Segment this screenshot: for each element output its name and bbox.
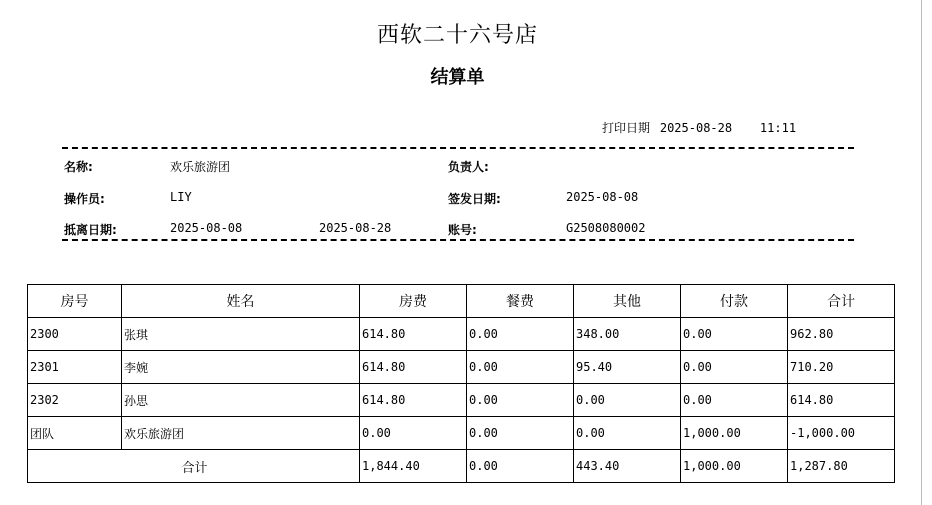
cell-payment: 0.00: [681, 351, 788, 384]
col-header-room-fee: 房费: [360, 285, 467, 318]
cell-payment: 0.00: [681, 384, 788, 417]
page-edge-line: [921, 0, 922, 505]
arrive-date-value: 2025-08-08: [170, 221, 243, 235]
totals-label: 合计: [28, 450, 360, 483]
cell-total: 614.80: [788, 384, 895, 417]
store-name: 西软二十六号店: [376, 23, 538, 48]
total-sum: 1,287.80: [788, 450, 895, 483]
cell-meal-fee: 0.00: [467, 318, 574, 351]
table-row: [28, 417, 895, 450]
totals-row: [28, 450, 895, 483]
cell-other: 348.00: [574, 318, 681, 351]
cell-meal-fee: 0.00: [467, 384, 574, 417]
col-header-other: 其他: [574, 285, 681, 318]
operator-label: 操作员:: [64, 192, 105, 206]
cell-room-fee: 614.80: [360, 384, 467, 417]
account-value: G2508080002: [566, 221, 646, 235]
cell-other: 95.40: [574, 351, 681, 384]
cell-payment: 0.00: [681, 318, 788, 351]
table-row: [28, 318, 895, 351]
cell-room: 2302: [28, 384, 122, 417]
bottom-dashed-divider: [62, 239, 854, 241]
print-time-value: 11:11: [759, 121, 797, 135]
cell-payment: 1,000.00: [681, 417, 788, 450]
cell-room-fee: 0.00: [360, 417, 467, 450]
table-row: [28, 384, 895, 417]
print-date-value: 2025-08-28: [659, 121, 733, 135]
cell-meal-fee: 0.00: [467, 417, 574, 450]
total-other: 443.40: [574, 450, 681, 483]
cell-room: 团队: [28, 417, 122, 450]
table-row: [28, 351, 895, 384]
print-date-label: 打印日期: [602, 121, 651, 135]
cell-total: 962.80: [788, 318, 895, 351]
total-room-fee: 1,844.40: [360, 450, 467, 483]
col-header-payment: 付款: [681, 285, 788, 318]
cell-room: 2300: [28, 318, 122, 351]
cell-room-fee: 614.80: [360, 351, 467, 384]
total-payment: 1,000.00: [681, 450, 788, 483]
print-date-line: [602, 119, 796, 136]
cell-meal-fee: 0.00: [467, 351, 574, 384]
cell-name: 李婉: [122, 351, 360, 384]
col-header-total: 合计: [788, 285, 895, 318]
cell-total: -1,000.00: [788, 417, 895, 450]
cell-room-fee: 614.80: [360, 318, 467, 351]
settlement-table: [27, 284, 895, 483]
cell-other: 0.00: [574, 417, 681, 450]
name-value: 欢乐旅游团: [170, 160, 231, 174]
cell-room: 2301: [28, 351, 122, 384]
depart-date-value: 2025-08-28: [319, 221, 392, 235]
stay-dates-label: 抵离日期:: [64, 223, 117, 237]
cell-name: 张琪: [122, 318, 360, 351]
cell-name: 孙思: [122, 384, 360, 417]
cell-name: 欢乐旅游团: [122, 417, 360, 450]
col-header-meal-fee: 餐费: [467, 285, 574, 318]
issue-date-value: 2025-08-08: [566, 190, 639, 204]
document-title: 结算单: [430, 67, 485, 88]
total-meal-fee: 0.00: [467, 450, 574, 483]
col-header-name: 姓名: [122, 285, 360, 318]
top-dashed-divider: [62, 147, 854, 149]
issue-date-label: 签发日期:: [448, 192, 501, 206]
operator-value: LIY: [170, 190, 192, 204]
name-label: 名称:: [64, 160, 93, 174]
table-header-row: [28, 285, 895, 318]
account-label: 账号:: [448, 223, 477, 237]
col-header-room: 房号: [28, 285, 122, 318]
owner-label: 负责人:: [448, 160, 489, 174]
cell-total: 710.20: [788, 351, 895, 384]
cell-other: 0.00: [574, 384, 681, 417]
